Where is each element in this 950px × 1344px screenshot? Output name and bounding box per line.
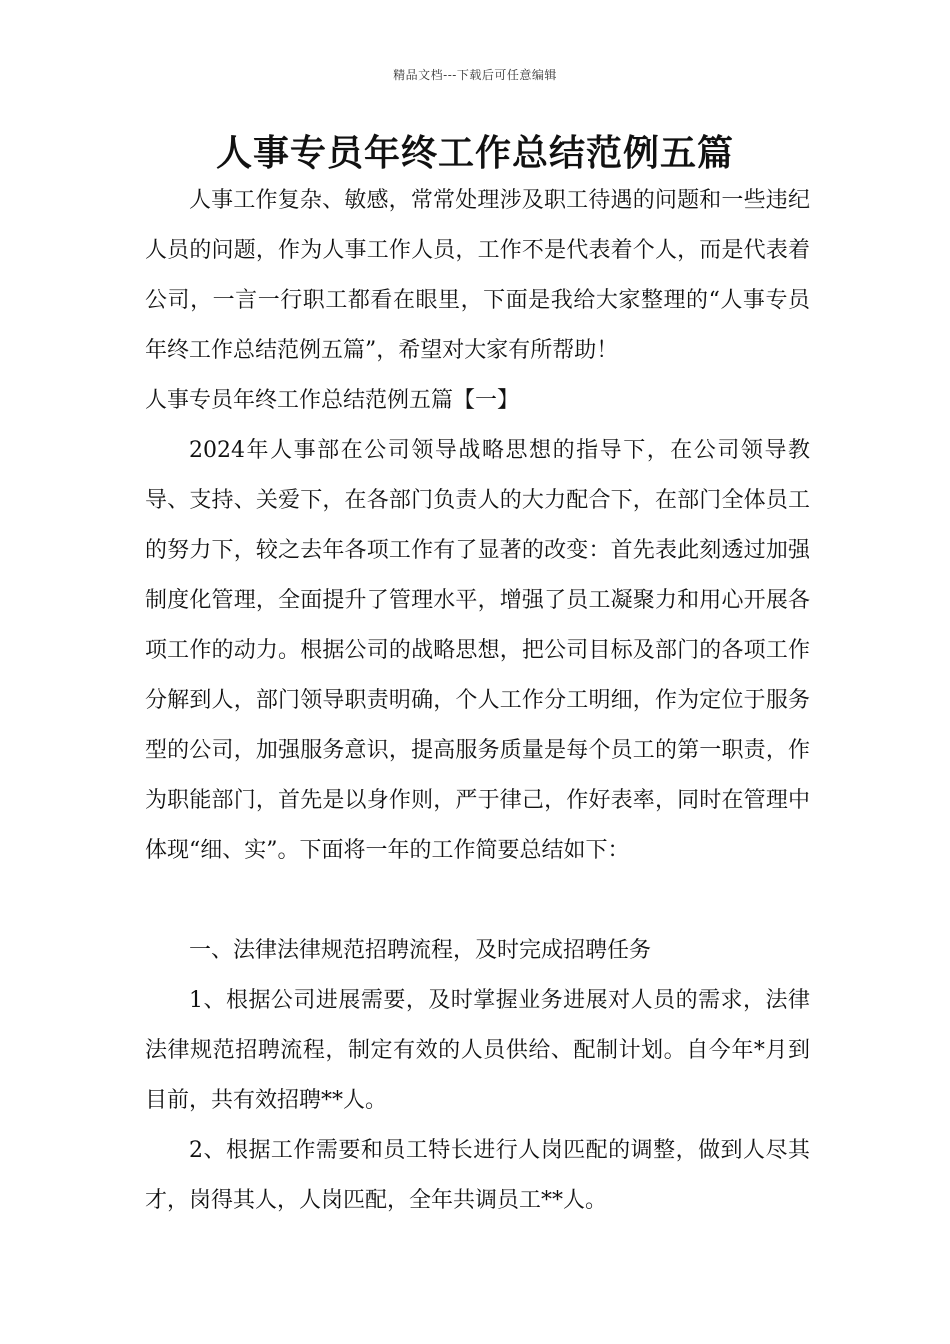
list-item: 1、根据公司进展需要，及时掌握业务进展对人员的需求，法律法律规范招聘流程，制定有效的人员供给、配制计划。自今年*月到目前，共有效招聘**人。 [145, 988, 810, 1113]
document-title: 人事专员年终工作总结范例五篇 [215, 132, 734, 174]
document-body [145, 176, 810, 1226]
body-paragraph: 2024年人事部在公司领导战略思想的指导下，在公司领导教导、支持、关爱下，在各部门负责人的大力配合下，在部门全体员工的努力下，较之去年各项工作有了显著的改变：首先表此刻透过加强制度化管理，全面提升了管理水平，增强了员工凝聚力和用心开展各项工作的动力。根据公司的战略思想，把公司目标及部门的各项工作分解到人，部门领导职责明确，个人工作分工明细，作为定位于服务型的公司，加强服务意识，提高服务质量是每个员工的第一职责，作为职能部门，首先是以身作则，严于律己，作好表率，同时在管理中体现“细、实”。下面将一年的工作简要总结如下： [145, 438, 810, 863]
subheading: 一、法律法律规范招聘流程，及时完成招聘任务 [189, 938, 652, 963]
intro-paragraph: 人事工作复杂、敏感，常常处理涉及职工待遇的问题和一些违纪人员的问题，作为人事工作人员，工作不是代表着个人，而是代表着公司，一言一行职工都看在眼里，下面是我给大家整理的“人事专员年终工作总结范例五篇”，希望对大家有所帮助！ [145, 188, 810, 363]
header-note: 精品文档---下载后可任意编辑 [393, 68, 557, 82]
paragraph-spacer [145, 876, 810, 926]
section-heading: 人事专员年终工作总结范例五篇【一】 [145, 388, 520, 413]
list-item: 2、根据工作需要和员工特长进行人岗匹配的调整，做到人尽其才，岗得其人，人岗匹配，全年共调员工**人。 [145, 1138, 810, 1213]
